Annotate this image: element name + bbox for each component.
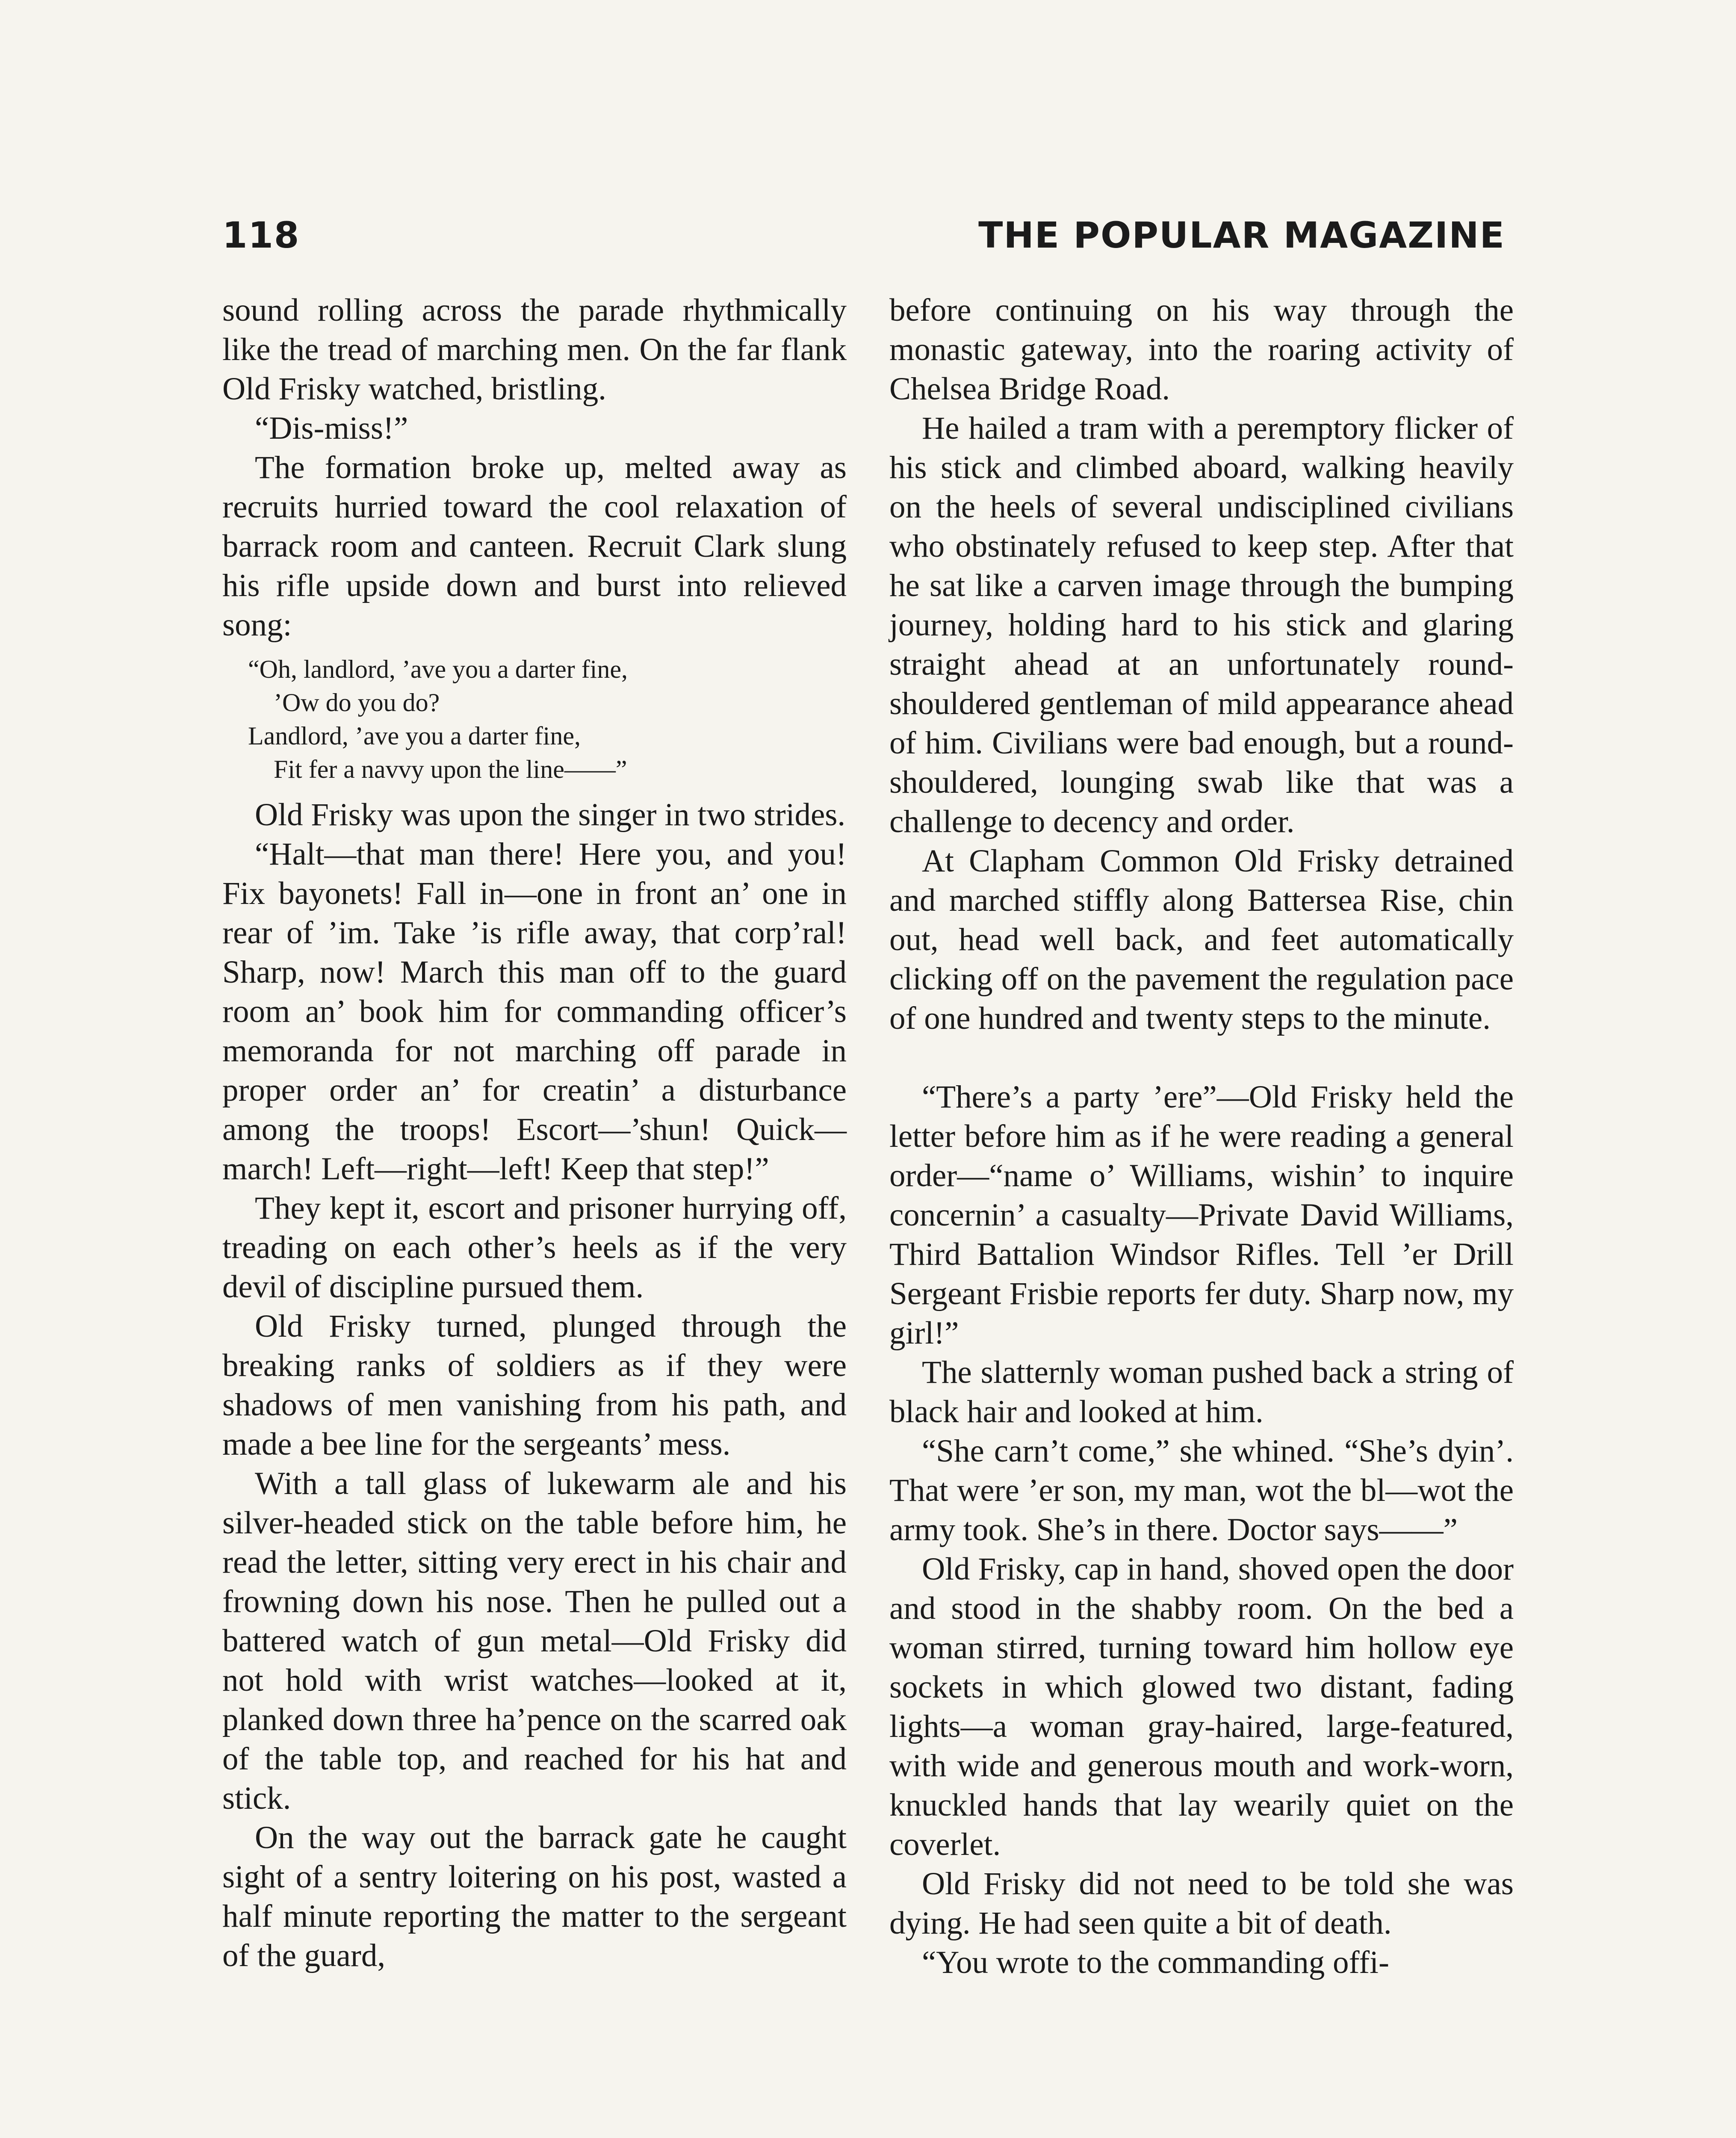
paragraph: “You wrote to the commanding offi- [922,1945,1389,1980]
paragraph: sound rolling across the parade rhythmically like the tread of marching men. On the far flank Old Frisky watched, bristling. [222,292,847,407]
paragraph: “Dis-miss!” [255,410,408,446]
paragraph: Old Frisky was upon the singer in two strides. [255,797,846,833]
paragraph: Old Frisky did not need to be told she was dying. He had seen quite a bit of death. [889,1866,1514,1941]
paragraph: On the way out the barrack gate he caught sight of a sentry loitering on his post, wasted a half minute reporting the matter to the sergeant of the guard, [222,1820,847,1973]
left-column [222,291,847,1976]
verse-line: “Oh, landlord, ’ave you a darter fine, [248,655,628,683]
paragraph: The formation broke up, melted away as recruits hurried toward the cool relaxation of barrack room and canteen. Recruit Clark slung his rifle upside down and burst into relieved song: [222,450,847,643]
verse-line: Landlord, ’ave you a darter fine, [248,722,581,750]
paragraph: “There’s a party ’ere”—Old Frisky held the letter before him as if he were reading a general order—“name o’ Williams, wishin’ to inquire concernin’ a casualty—Private David Williams, Third Battalion Windsor Rifles. Tell ’er Drill Sergeant Frisbie reports fer duty. Sharp now, my girl!” [889,1079,1514,1351]
paragraph: before continuing on his way through the monastic gateway, into the roaring activity of Chelsea Bridge Road. [889,292,1514,407]
paragraph: They kept it, escort and prisoner hurrying off, treading on each other’s heels as if the very devil of discipline pursued them. [222,1190,847,1305]
paragraph: “Halt—that man there! Here you, and you! Fix bayonets! Fall in—one in front an’ one in rear of ’im. Take ’is rifle away, that corp’ral! Sharp, now! March this man off to the guard room an’ book him for commanding officer’s memoranda for not marching off parade in proper order an’ for creatin’ a disturbance among the troops! Escort—’shun! Quick—march! Left—right—left! Keep that step!” [222,836,847,1187]
page-number: 118 [222,214,300,256]
verse-line: ’Ow do you do? [274,688,440,717]
paragraph: Old Frisky turned, plunged through the breaking ranks of soldiers as if they were shadows of men vanishing from his path, and made a bee line for the sergeants’ mess. [222,1308,847,1462]
paragraph: The slatternly woman pushed back a string of black hair and looked at him. [889,1355,1514,1429]
magazine-title: THE POPULAR MAGAZINE [978,214,1505,256]
paragraph: At Clapham Common Old Frisky detrained and marched stiffly along Battersea Rise, chin out, head well back, and feet automatically clicking off on the pavement the regulation pace of one hundred and twenty steps to the minute. [889,843,1514,1036]
song-verse [248,653,847,786]
paragraph: With a tall glass of lukewarm ale and his silver-headed stick on the table before him, he read the letter, sitting very erect in his chair and frowning down his nose. Then he pulled out a battered watch of gun metal—Old Frisky did not hold with wrist watches—looked at it, planked down three ha’pence on the scarred oak of the table top, and reached for his hat and stick. [222,1466,847,1816]
right-column [889,291,1514,1982]
paragraph: He hailed a tram with a peremptory flicker of his stick and climbed aboard, walking heavily on the heels of several undisciplined civilians who obstinately refused to keep step. After that he sat like a carven image through the bumping journey, holding hard to his stick and glaring straight ahead at an unfortunately round-shouldered gentleman of mild appearance ahead of him. Civilians were bad enough, but a round-shouldered, lounging swab like that was a challenge to decency and order. [889,410,1514,839]
paragraph: Old Frisky, cap in hand, shoved open the door and stood in the shabby room. On the bed a woman stirred, turning toward him hollow eye sockets in which glowed two distant, fading lights—a woman gray-haired, large-featured, with wide and generous mouth and work-worn, knuckled hands that lay wearily quiet on the coverlet. [889,1551,1514,1862]
verse-line: Fit fer a navvy upon the line——” [274,755,627,783]
page-header [222,214,1505,257]
paragraph: “She carn’t come,” she whined. “She’s dyin’. That were ’er son, my man, wot the bl—wot the army took. She’s in there. Doctor says——” [889,1433,1514,1547]
